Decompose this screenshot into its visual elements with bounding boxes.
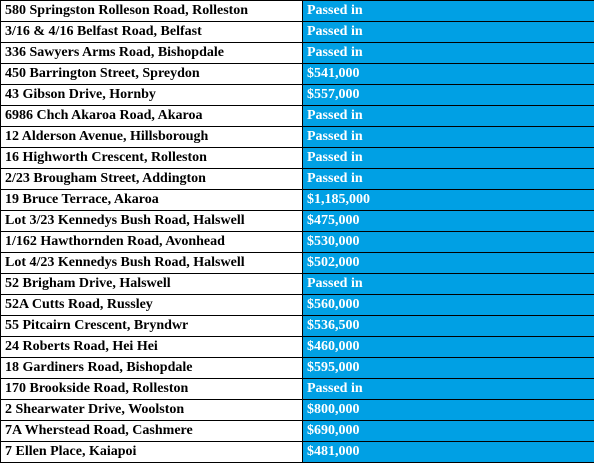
- result-cell: $536,500: [303, 316, 594, 337]
- result-cell: $530,000: [303, 232, 594, 253]
- address-cell: 3/16 & 4/16 Belfast Road, Belfast: [1, 22, 303, 43]
- address-cell: 7A Wherstead Road, Cashmere: [1, 421, 303, 442]
- address-cell: 19 Bruce Terrace, Akaroa: [1, 190, 303, 211]
- result-cell: Passed in: [303, 1, 594, 22]
- table-row: [1, 43, 594, 64]
- address-cell: 336 Sawyers Arms Road, Bishopdale: [1, 43, 303, 64]
- result-cell: Passed in: [303, 379, 594, 400]
- address-cell: 52A Cutts Road, Russley: [1, 295, 303, 316]
- address-cell: 170 Brookside Road, Rolleston: [1, 379, 303, 400]
- table-row: [1, 379, 594, 400]
- address-cell: 580 Springston Rolleson Road, Rolleston: [1, 1, 303, 22]
- result-cell: $541,000: [303, 64, 594, 85]
- table-row: [1, 211, 594, 232]
- result-cell: Passed in: [303, 127, 594, 148]
- result-cell: $460,000: [303, 337, 594, 358]
- result-cell: Passed in: [303, 43, 594, 64]
- address-cell: 43 Gibson Drive, Hornby: [1, 85, 303, 106]
- result-cell: $800,000: [303, 400, 594, 421]
- table-row: [1, 64, 594, 85]
- result-cell: Passed in: [303, 22, 594, 43]
- address-cell: 7 Ellen Place, Kaiapoi: [1, 442, 303, 463]
- table-row: [1, 358, 594, 379]
- table-row: [1, 253, 594, 274]
- result-cell: $557,000: [303, 85, 594, 106]
- result-cell: Passed in: [303, 148, 594, 169]
- table-row: [1, 274, 594, 295]
- result-cell: $690,000: [303, 421, 594, 442]
- table-row: [1, 400, 594, 421]
- table-row: [1, 295, 594, 316]
- result-cell: $560,000: [303, 295, 594, 316]
- table-row: [1, 316, 594, 337]
- address-cell: 2 Shearwater Drive, Woolston: [1, 400, 303, 421]
- address-cell: Lot 4/23 Kennedys Bush Road, Halswell: [1, 253, 303, 274]
- result-cell: $1,185,000: [303, 190, 594, 211]
- result-cell: $595,000: [303, 358, 594, 379]
- table-row: [1, 106, 594, 127]
- result-cell: $502,000: [303, 253, 594, 274]
- table-row: [1, 421, 594, 442]
- address-cell: 6986 Chch Akaroa Road, Akaroa: [1, 106, 303, 127]
- result-cell: $481,000: [303, 442, 594, 463]
- address-cell: 1/162 Hawthornden Road, Avonhead: [1, 232, 303, 253]
- address-cell: 52 Brigham Drive, Halswell: [1, 274, 303, 295]
- table-row: [1, 232, 594, 253]
- table-row: [1, 148, 594, 169]
- table-row: [1, 1, 594, 22]
- table-row: [1, 127, 594, 148]
- address-cell: 12 Alderson Avenue, Hillsborough: [1, 127, 303, 148]
- address-cell: 16 Highworth Crescent, Rolleston: [1, 148, 303, 169]
- auction-results-body: [1, 1, 594, 463]
- table-row: [1, 442, 594, 463]
- table-row: [1, 337, 594, 358]
- address-cell: 450 Barrington Street, Spreydon: [1, 64, 303, 85]
- result-cell: $475,000: [303, 211, 594, 232]
- result-cell: Passed in: [303, 106, 594, 127]
- address-cell: Lot 3/23 Kennedys Bush Road, Halswell: [1, 211, 303, 232]
- table-row: [1, 22, 594, 43]
- address-cell: 18 Gardiners Road, Bishopdale: [1, 358, 303, 379]
- result-cell: Passed in: [303, 274, 594, 295]
- table-row: [1, 169, 594, 190]
- address-cell: 55 Pitcairn Crescent, Bryndwr: [1, 316, 303, 337]
- address-cell: 2/23 Brougham Street, Addington: [1, 169, 303, 190]
- address-cell: 24 Roberts Road, Hei Hei: [1, 337, 303, 358]
- result-cell: Passed in: [303, 169, 594, 190]
- table-row: [1, 85, 594, 106]
- table-row: [1, 190, 594, 211]
